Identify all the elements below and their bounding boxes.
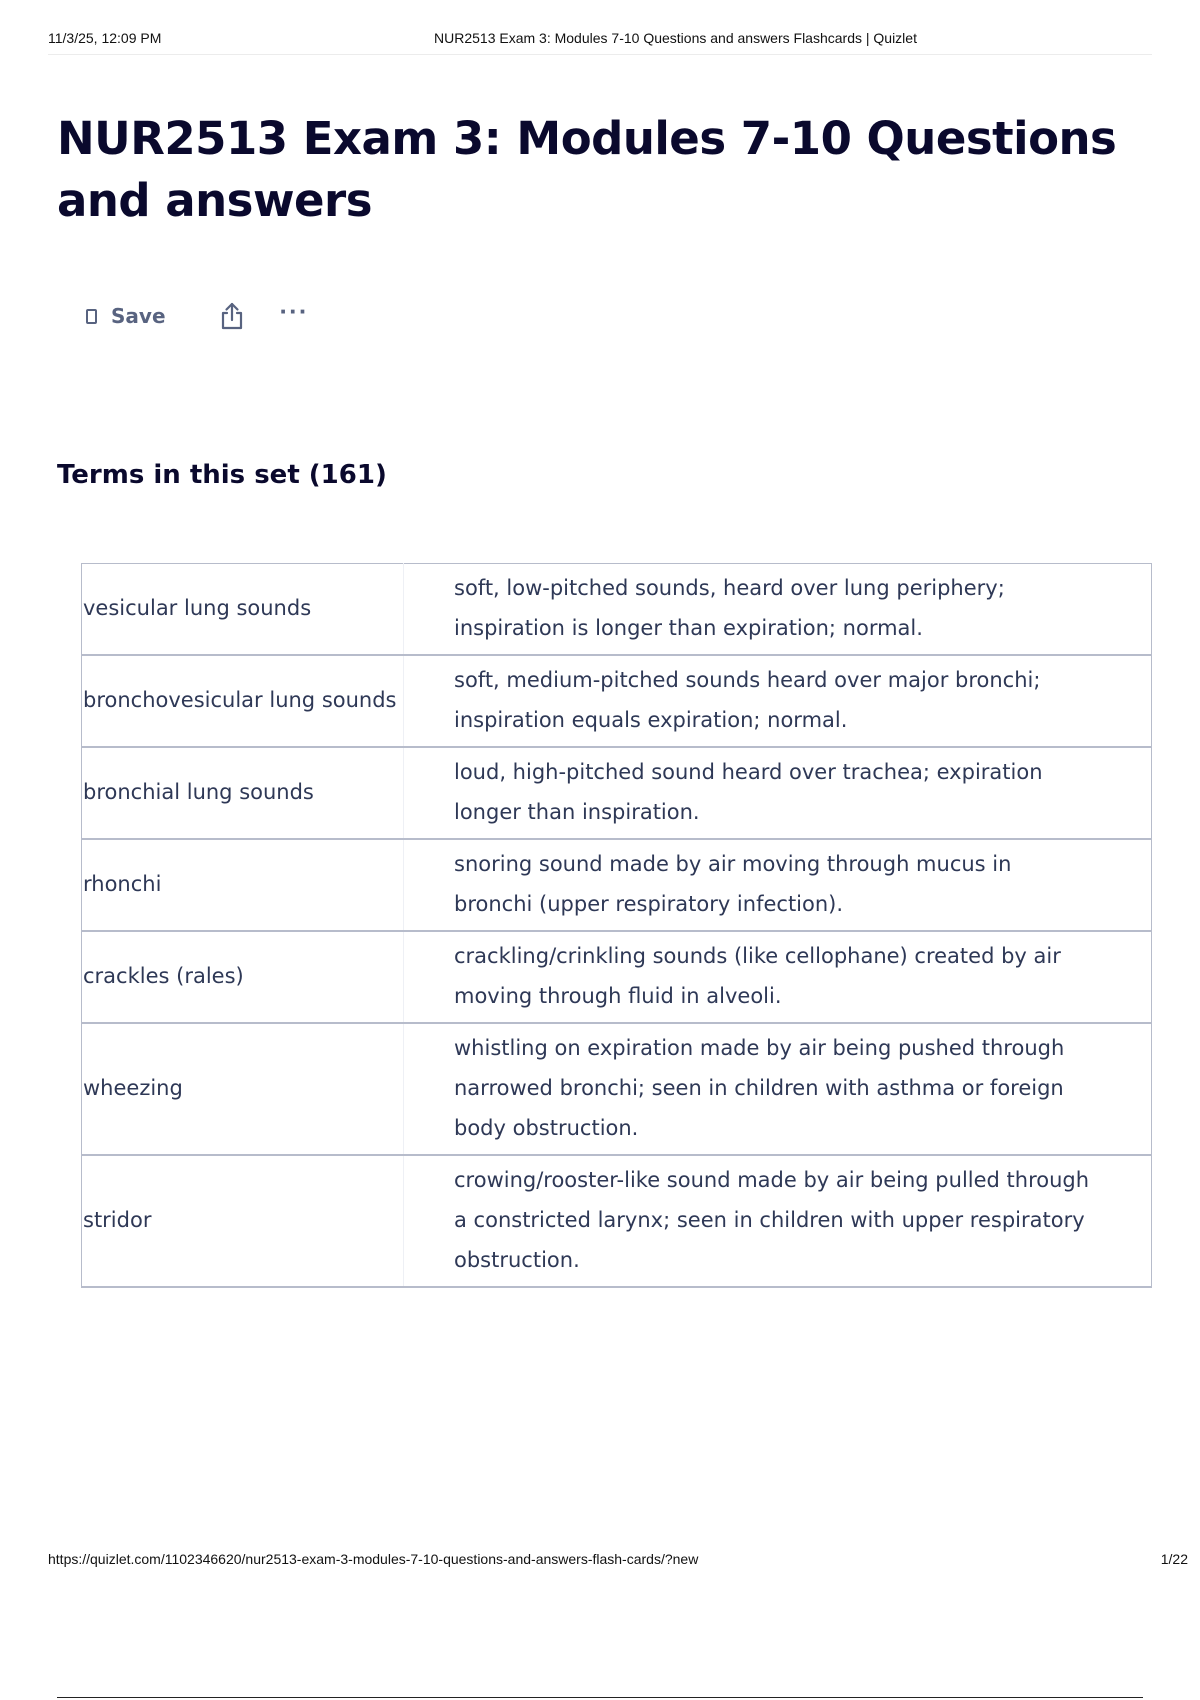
definition-cell: crackling/crinkling sounds (like cellophane) created by air moving through fluid in alveoli. (404, 931, 1152, 1023)
save-button-label: Save (111, 304, 166, 328)
term-cell: wheezing (82, 1023, 404, 1155)
definition-cell: loud, high-pitched sound heard over trachea; expiration longer than inspiration. (404, 747, 1152, 839)
save-button[interactable] (86, 304, 166, 328)
definition-cell: snoring sound made by air moving through mucus in bronchi (upper respiratory infection). (404, 839, 1152, 931)
terms-section-heading: Terms in this set (161) (57, 460, 387, 490)
term-cell: bronchial lung sounds (82, 747, 404, 839)
table-row (82, 1155, 1152, 1287)
term-cell: vesicular lung sounds (82, 564, 404, 656)
more-options-button[interactable] (279, 296, 309, 331)
term-cell: rhonchi (82, 839, 404, 931)
print-date: 11/3/25, 12:09 PM (48, 30, 162, 46)
definition-cell: soft, medium-pitched sounds heard over major bronchi; inspiration equals expiration; normal. (404, 655, 1152, 747)
terms-table (81, 563, 1152, 1288)
table-row (82, 839, 1152, 931)
term-cell: crackles (rales) (82, 931, 404, 1023)
page-divider (57, 1697, 1143, 1698)
page-url: https://quizlet.com/1102346620/nur2513-exam-3-modules-7-10-questions-and-answers-flash-cards/?new (48, 1551, 699, 1567)
table-row (82, 747, 1152, 839)
share-icon (220, 302, 244, 330)
definition-cell: whistling on expiration made by air being pushed through narrowed bronchi; seen in children with asthma or foreign body obstruction. (404, 1023, 1152, 1155)
print-header (48, 28, 1152, 55)
definition-cell: crowing/rooster-like sound made by air being pulled through a constricted larynx; seen in children with upper respiratory obstruction. (404, 1155, 1152, 1287)
table-row (82, 564, 1152, 656)
more-horizontal-icon: ··· (279, 296, 309, 326)
page-number: 1/22 (1160, 1551, 1188, 1567)
term-cell: stridor (82, 1155, 404, 1287)
definition-cell: soft, low-pitched sounds, heard over lung periphery; inspiration is longer than expiration; normal. (404, 564, 1152, 656)
bookmark-icon (86, 309, 97, 324)
table-row (82, 1023, 1152, 1155)
page-title: NUR2513 Exam 3: Modules 7-10 Questions and answers (57, 112, 1117, 227)
set-actions-toolbar (86, 298, 309, 334)
print-document-title: NUR2513 Exam 3: Modules 7-10 Questions and answers Flashcards | Quizlet (434, 30, 917, 46)
share-button[interactable] (218, 300, 246, 332)
table-row (82, 655, 1152, 747)
term-cell: bronchovesicular lung sounds (82, 655, 404, 747)
table-row (82, 931, 1152, 1023)
